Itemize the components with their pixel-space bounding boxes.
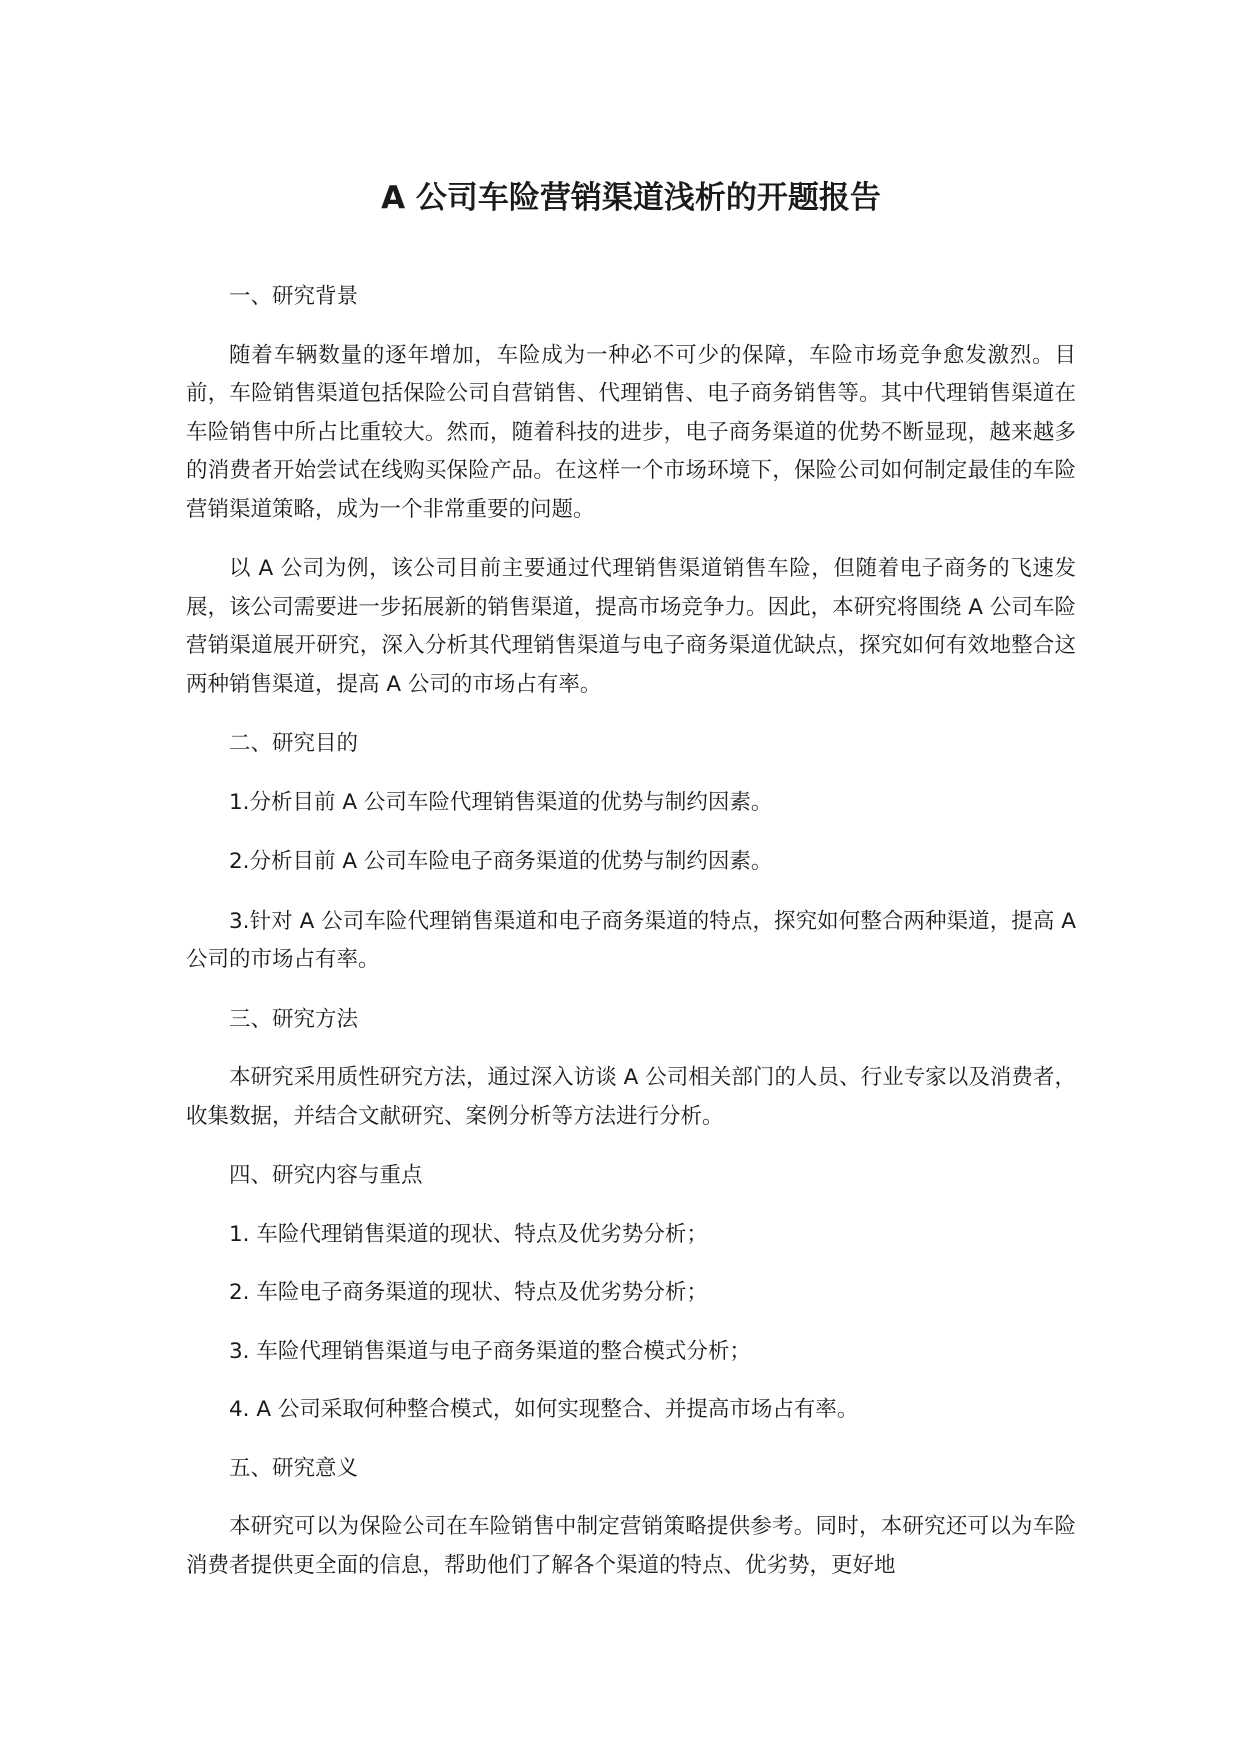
document-page <box>186 0 1076 1754</box>
section-heading-content: 四、研究内容与重点 <box>229 1163 423 1188</box>
significance-paragraph: 本研究可以为保险公司在车险销售中制定营销策略提供参考。同时，本研究还可以为车险消费者提供更全面的信息，帮助他们了解各个渠道的特点、优劣势，更好地 <box>186 1514 1076 1578</box>
method-paragraph: 本研究采用质性研究方法，通过深入访谈 A 公司相关部门的人员、行业专家以及消费者，收集数据，并结合文献研究、案例分析等方法进行分析。 <box>186 1065 1076 1129</box>
purpose-item-2: 2.分析目前 A 公司车险电子商务渠道的优势与制约因素。 <box>229 849 773 874</box>
purpose-item-3: 3.针对 A 公司车险代理销售渠道和电子商务渠道的特点，探究如何整合两种渠道，提高 A 公司的市场占有率。 <box>186 908 1076 972</box>
section-heading-background: 一、研究背景 <box>229 284 359 309</box>
background-paragraph-1: 随着车辆数量的逐年增加，车险成为一种必不可少的保障，车险市场竞争愈发激烈。目前，车险销售渠道包括保险公司自营销售、代理销售、电子商务销售等。其中代理销售渠道在车险销售中所占比重较大。然而，随着科技的进步，电子商务渠道的优势不断显现，越来越多的消费者开始尝试在线购买保险产品。在这样一个市场环境下，保险公司如何制定最佳的车险营销渠道策略，成为一个非常重要的问题。 <box>186 342 1076 522</box>
section-heading-significance: 五、研究意义 <box>229 1455 359 1481</box>
background-paragraph-2: 以 A 公司为例，该公司目前主要通过代理销售渠道销售车险，但随着电子商务的飞速发展，该公司需要进一步拓展新的销售渠道，提高市场竞争力。因此，本研究将围绕 A 公司车险营销渠道展开研究，深入分析其代理销售渠道与电子商务渠道优缺点，探究如何有效地整合这两种销售渠道，提高 A 公司的市场占有率。 <box>186 556 1076 697</box>
section-heading-purpose: 二、研究目的 <box>229 731 359 756</box>
document-body <box>186 278 1076 1606</box>
content-item-1: 1. 车险代理销售渠道的现状、特点及优劣势分析； <box>229 1221 708 1247</box>
purpose-item-1: 1.分析目前 A 公司车险代理销售渠道的优势与制约因素。 <box>229 789 773 815</box>
content-item-3: 3. 车险代理销售渠道与电子商务渠道的整合模式分析； <box>229 1338 751 1364</box>
document-title: A 公司车险营销渠道浅析的开题报告 <box>381 180 881 216</box>
content-item-2: 2. 车险电子商务渠道的现状、特点及优劣势分析； <box>229 1280 708 1305</box>
content-item-4: 4. A 公司采取何种整合模式，如何实现整合、并提高市场占有率。 <box>229 1397 859 1422</box>
section-heading-method: 三、研究方法 <box>229 1006 359 1032</box>
